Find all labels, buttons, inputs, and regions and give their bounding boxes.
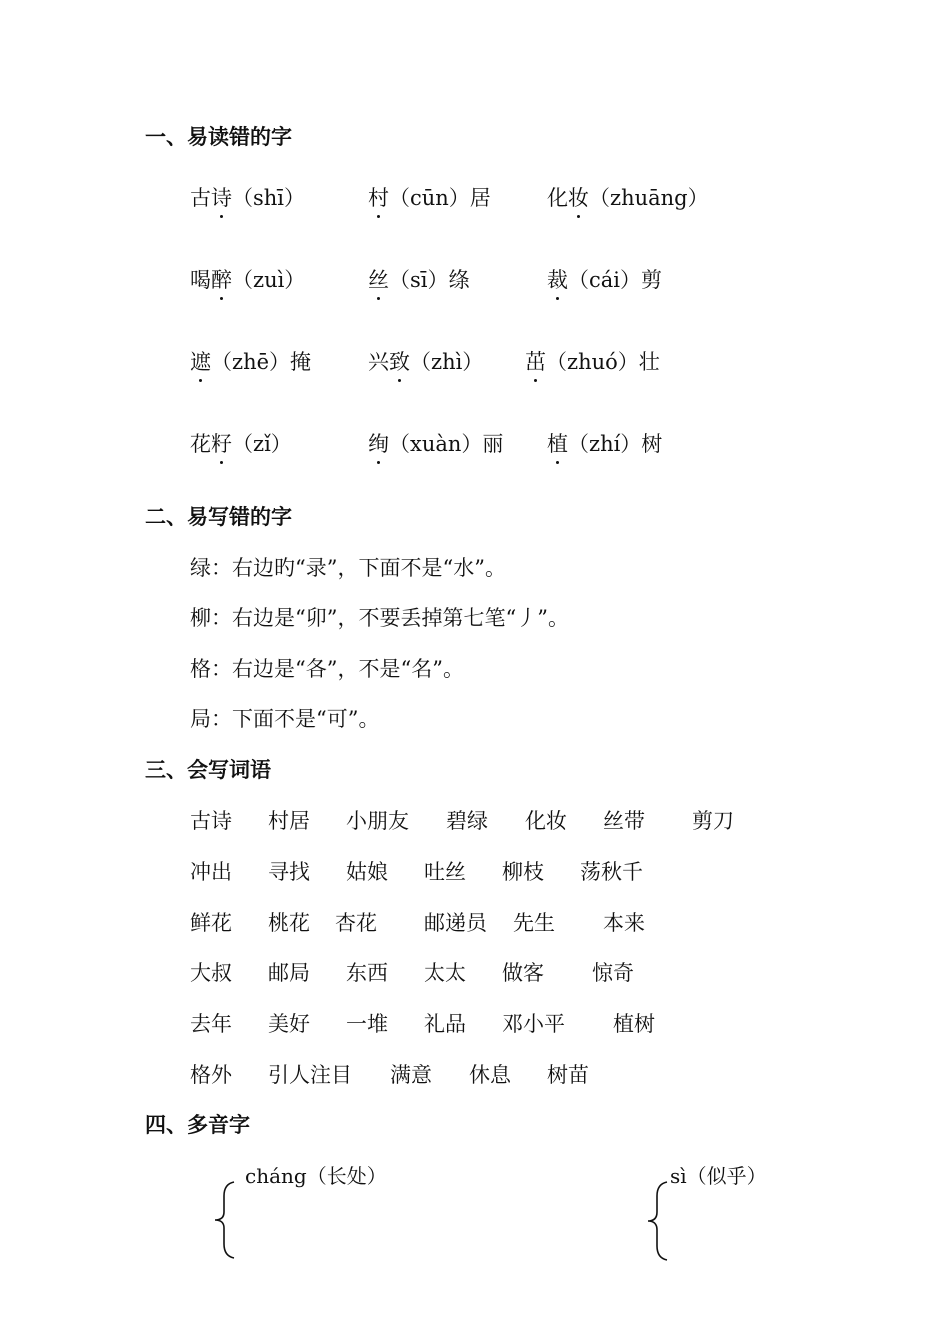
miswritten-line: 柳：右边是“卯”，不要丢掉第七笔“丿”。 [190, 606, 569, 630]
vocabulary-word: 邮递员 [424, 911, 487, 935]
misread-word [368, 188, 491, 209]
vocabulary-word: 树苗 [547, 1063, 589, 1087]
misread-word [525, 352, 660, 373]
misread-word [190, 434, 292, 455]
dotted-character: 籽 [211, 432, 232, 456]
vocabulary-word: 美好 [268, 1012, 310, 1036]
dotted-character: 醉 [211, 268, 232, 292]
word-prefix: 喝 [190, 268, 211, 292]
dotted-character: 丝 [368, 268, 389, 292]
section-2-title: 二、易写错的字 [145, 505, 292, 529]
vocabulary-word: 化妆 [525, 809, 567, 833]
misread-word [190, 352, 311, 373]
misread-word [547, 188, 709, 209]
vocabulary-word: 姑娘 [346, 860, 388, 884]
pinyin-and-suffix: （zhuó）壮 [546, 350, 660, 374]
dotted-character: 绚 [368, 432, 389, 456]
vocabulary-word: 太太 [424, 961, 466, 985]
word-prefix: 花 [190, 432, 211, 456]
word-prefix: 古 [190, 186, 211, 210]
right-brace-icon [643, 1180, 673, 1262]
vocabulary-word: 柳枝 [502, 860, 544, 884]
misread-word [190, 270, 305, 291]
pinyin-and-suffix: （zǐ） [232, 432, 292, 456]
misread-word [368, 352, 483, 373]
pinyin-and-suffix: （cái）剪 [568, 268, 662, 292]
word-prefix: 化 [547, 186, 568, 210]
dotted-character: 村 [368, 186, 389, 210]
vocabulary-word: 东西 [346, 961, 388, 985]
misread-word [547, 270, 662, 291]
vocabulary-word: 剪刀 [692, 809, 734, 833]
vocabulary-word: 惊奇 [592, 961, 634, 985]
miswritten-line: 格：右边是“各”，不是“名”。 [190, 657, 464, 681]
vocabulary-word: 做客 [502, 961, 544, 985]
word-prefix: 兴 [368, 350, 389, 374]
pinyin-and-suffix: （cūn）居 [389, 186, 491, 210]
pinyin-and-suffix: （zhì） [410, 350, 484, 374]
dotted-character: 致 [389, 350, 410, 374]
misread-word [190, 188, 305, 209]
miswritten-line: 局：下面不是“可”。 [190, 707, 380, 731]
misread-word [368, 434, 503, 455]
pinyin-and-suffix: （shī） [232, 186, 306, 210]
pinyin-and-suffix: （xuàn）丽 [389, 432, 504, 456]
section-3-title: 三、会写词语 [145, 758, 271, 782]
vocabulary-word: 桃花 [268, 911, 310, 935]
pinyin-and-suffix: （zhuāng） [589, 186, 709, 210]
vocabulary-word: 杏花 [335, 911, 377, 935]
misread-word [368, 270, 470, 291]
vocabulary-word: 吐丝 [424, 860, 466, 884]
vocabulary-word: 本来 [603, 911, 645, 935]
vocabulary-word: 邮局 [268, 961, 310, 985]
vocabulary-word: 荡秋千 [580, 860, 643, 884]
vocabulary-word: 古诗 [190, 809, 232, 833]
pinyin-and-suffix: （zuì） [232, 268, 306, 292]
vocabulary-word: 碧绿 [446, 809, 488, 833]
vocabulary-word: 一堆 [346, 1012, 388, 1036]
pinyin-and-suffix: （zhí）树 [568, 432, 663, 456]
dotted-character: 茁 [525, 350, 546, 374]
dotted-character: 裁 [547, 268, 568, 292]
misread-word [547, 434, 662, 455]
pinyin-and-suffix: （zhē）掩 [211, 350, 312, 374]
vocabulary-word: 村居 [268, 809, 310, 833]
vocabulary-word: 植树 [613, 1012, 655, 1036]
miswritten-line: 绿：右边旳“录”，下面不是“水”。 [190, 556, 506, 580]
vocabulary-word: 满意 [390, 1063, 432, 1087]
vocabulary-word: 邓小平 [502, 1012, 565, 1036]
vocabulary-word: 去年 [190, 1012, 232, 1036]
left-brace-icon [210, 1180, 240, 1260]
pinyin-and-suffix: （sī）绦 [389, 268, 470, 292]
section-4-title: 四、多音字 [145, 1113, 250, 1137]
polyphone-right-reading: sì（似乎） [670, 1164, 767, 1188]
dotted-character: 诗 [211, 186, 232, 210]
vocabulary-word: 礼品 [424, 1012, 466, 1036]
vocabulary-word: 休息 [469, 1063, 511, 1087]
dotted-character: 植 [547, 432, 568, 456]
vocabulary-word: 大叔 [190, 961, 232, 985]
vocabulary-word: 冲出 [190, 860, 232, 884]
vocabulary-word: 引人注目 [268, 1063, 352, 1087]
vocabulary-word: 小朋友 [346, 809, 409, 833]
vocabulary-word: 先生 [513, 911, 555, 935]
vocabulary-word: 鲜花 [190, 911, 232, 935]
dotted-character: 妆 [568, 186, 589, 210]
vocabulary-word: 丝带 [603, 809, 645, 833]
vocabulary-word: 格外 [190, 1063, 232, 1087]
polyphone-left-reading: cháng（长处） [245, 1164, 387, 1188]
section-1-title: 一、易读错的字 [145, 125, 292, 149]
dotted-character: 遮 [190, 350, 211, 374]
vocabulary-word: 寻找 [268, 860, 310, 884]
